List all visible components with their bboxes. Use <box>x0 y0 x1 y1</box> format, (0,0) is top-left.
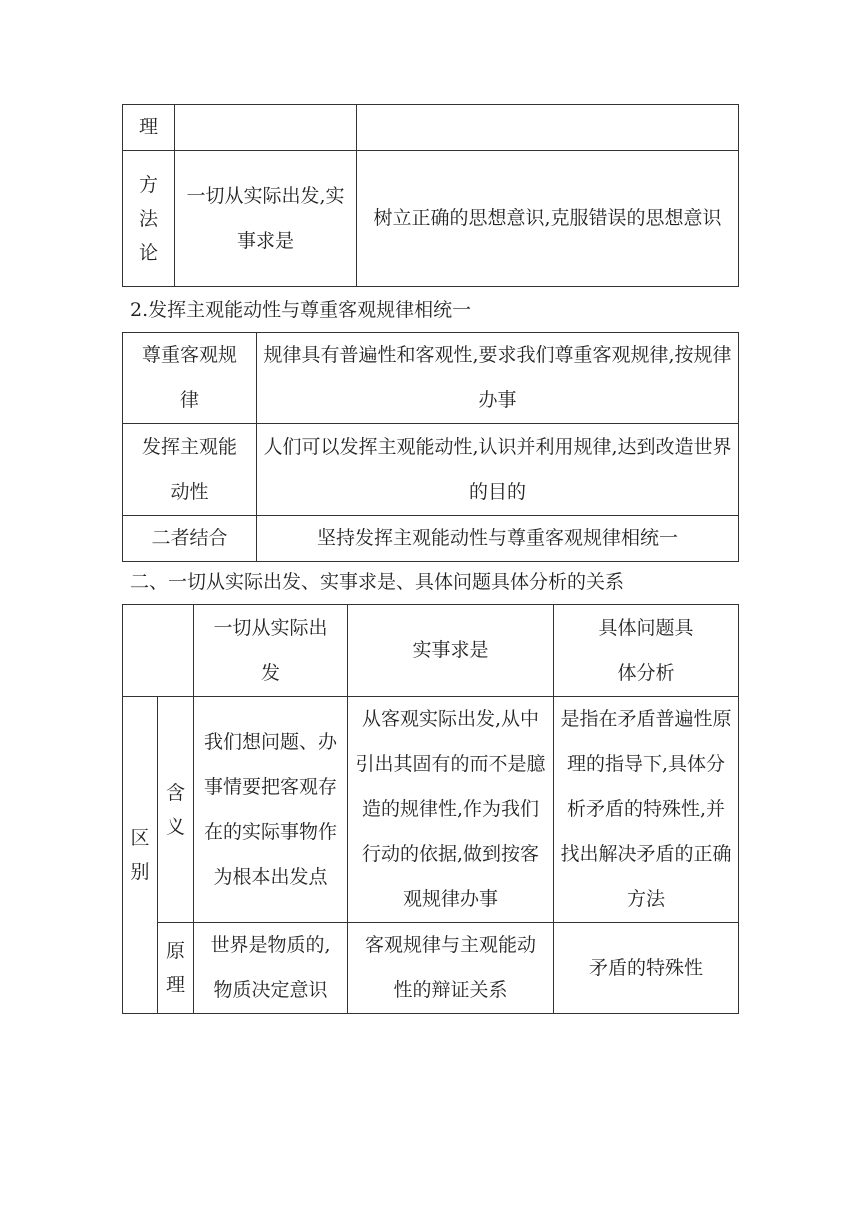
table-method <box>122 104 739 287</box>
row-text: 规律具有普遍性和客观性,要求我们尊重客观规律,按规律办事 <box>257 333 739 424</box>
row-text: 人们可以发挥主观能动性,认识并利用规律,达到改造世界的目的 <box>257 424 739 516</box>
cell-principle-3: 矛盾的特殊性 <box>554 923 739 1014</box>
group-label-difference: 区别 <box>123 697 158 1014</box>
section-heading-2: 2.发挥主观能动性与尊重客观规律相统一 <box>130 299 472 321</box>
cell-empty <box>175 105 357 151</box>
row-label: 二者结合 <box>123 516 257 562</box>
row-label-li: 理 <box>123 105 175 151</box>
header-col-1: 一切从实际出发 <box>194 605 348 697</box>
table-row <box>123 333 739 424</box>
table-row <box>123 424 739 516</box>
header-col-2: 实事求是 <box>348 605 554 697</box>
row-label-methodology: 方法论 <box>123 151 175 287</box>
table-row <box>123 697 739 923</box>
table-row <box>123 516 739 562</box>
cell-empty <box>357 105 739 151</box>
header-empty <box>123 605 194 697</box>
table-header-row <box>123 605 739 697</box>
cell-method-2: 树立正确的思想意识,克服错误的思想意识 <box>357 151 739 287</box>
table-relations <box>122 604 739 1014</box>
row-label-meaning: 含义 <box>158 697 194 923</box>
row-text: 坚持发挥主观能动性与尊重客观规律相统一 <box>257 516 739 562</box>
row-label: 尊重客观规律 <box>123 333 257 424</box>
cell-meaning-3: 是指在矛盾普遍性原理的指导下,具体分析矛盾的特殊性,并找出解决矛盾的正确方法 <box>554 697 739 923</box>
row-label-principle: 原理 <box>158 923 194 1014</box>
cell-principle-1: 世界是物质的,物质决定意识 <box>194 923 348 1014</box>
section-heading-3: 二、一切从实际出发、实事求是、具体问题具体分析的关系 <box>130 571 625 593</box>
table-row <box>123 923 739 1014</box>
table-row <box>123 105 739 151</box>
table-unity <box>122 332 739 562</box>
cell-meaning-1: 我们想问题、办事情要把客观存在的实际事物作为根本出发点 <box>194 697 348 923</box>
cell-principle-2: 客观规律与主观能动性的辩证关系 <box>348 923 554 1014</box>
header-col-3: 具体问题具体分析 <box>554 605 739 697</box>
cell-meaning-2: 从客观实际出发,从中引出其固有的而不是臆造的规律性,作为我们行动的依据,做到按客观规律办事 <box>348 697 554 923</box>
row-label: 发挥主观能动性 <box>123 424 257 516</box>
table-row <box>123 151 739 287</box>
cell-method-1: 一切从实际出发,实事求是 <box>175 151 357 287</box>
